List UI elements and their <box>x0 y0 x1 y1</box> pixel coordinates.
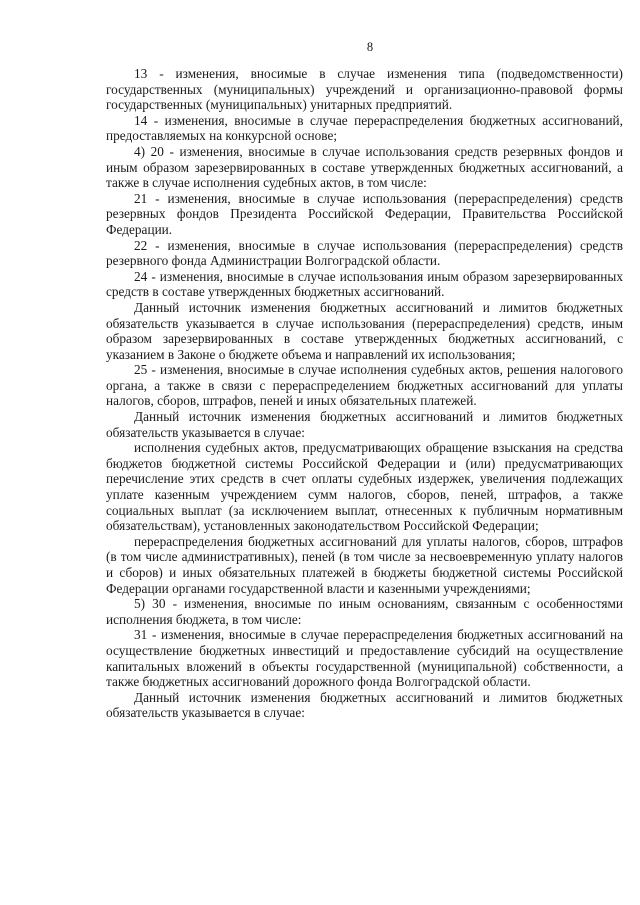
document-body <box>106 66 623 721</box>
paragraph-25-tax-reallocation: перераспределения бюджетных ассигнований для уплаты налогов, сборов, штрафов (в том числе административных), пеней (в том числе за несвоевременную уплату налогов и сборов) и иных обязательных платежей в бюджеты бюджетной системы Российской Федерации органами государственной власти и казенными учреждениями; <box>106 533 623 596</box>
paragraph-30-other-grounds: 5) 30 - изменения, вносимые по иным основаниям, связанным с особенностями исполнения бюджета, в том числе: <box>106 596 623 627</box>
page-number: 8 <box>366 40 374 54</box>
paragraph-31-capital-investments: 31 - изменения, вносимые в случае перераспределения бюджетных ассигнований на осуществление бюджетных инвестиций и предоставление субсидий на осуществление капитальных вложений в объекты государственной (муниципальной) собственности, а также бюджетных ассигнований дорожного фонда Волгоградской области. <box>106 627 623 690</box>
paragraph-22-administration-reserve: 22 - изменения, вносимые в случае использования (перераспределения) средств резервного фонда Администрации Волгоградской области. <box>106 237 623 269</box>
paragraph-31-usage-intro: Данный источник изменения бюджетных ассигнований и лимитов бюджетных обязательств указывается в случае: <box>106 689 623 721</box>
paragraph-25-court-acts: 25 - изменения, вносимые в случае исполнения судебных актов, решения налогового органа, а также в связи с перераспределением бюджетных ассигнований для уплаты налогов, сборов, штрафов, пеней и иных обязательных платежей. <box>106 362 623 409</box>
paragraph-24-reserved-funds: 24 - изменения, вносимые в случае использования иным образом зарезервированных средств в составе утвержденных бюджетных ассигнований. <box>106 268 623 300</box>
paragraph-14-competitive-basis: 14 - изменения, вносимые в случае перераспределения бюджетных ассигнований, предоставляемых на конкурсной основе; <box>106 112 623 144</box>
paragraph-20-reserve-funds: 4) 20 - изменения, вносимые в случае использования средств резервных фондов и иным образом зарезервированных в составе утвержденных бюджетных ассигнований, а также в случае исполнения судебных актов, в том числе: <box>106 143 623 191</box>
paragraph-21-president-government-reserve: 21 - изменения, вносимые в случае использования (перераспределения) средств резервных фондов Президента Российской Федерации, Правительства Российской Федерации. <box>106 190 623 237</box>
paragraph-13-type-change: 13 - изменения, вносимые в случае изменения типа (подведомственности) государственных (муниципальных) учреждений и организационно-правовой формы государственных (муниципальных) унитарных предприятий. <box>106 66 623 113</box>
paragraph-25-usage-intro: Данный источник изменения бюджетных ассигнований и лимитов бюджетных обязательств указывается в случае: <box>106 409 623 440</box>
paragraph-24-usage-note: Данный источник изменения бюджетных ассигнований и лимитов бюджетных обязательств указывается в случае использования (перераспределения) средств, иным образом зарезервированных в составе утвержденных бюджетных ассигнований, с указанием в Законе о бюджете объема и направлений их использования; <box>106 299 623 362</box>
paragraph-25-court-execution: исполнения судебных актов, предусматривающих обращение взыскания на средства бюджетов бюджетной системы Российской Федерации и (или) предусматривающих перечисление этих средств в счет оплаты судебных издержек, увеличения подлежащих уплате казенным учреждением сумм налогов, сборов, пеней, штрафов, а также социальных выплат (за исключением выплат, отнесенных к публичным нормативным обязательствам), установленных законодательством Российской Федерации; <box>106 440 623 534</box>
